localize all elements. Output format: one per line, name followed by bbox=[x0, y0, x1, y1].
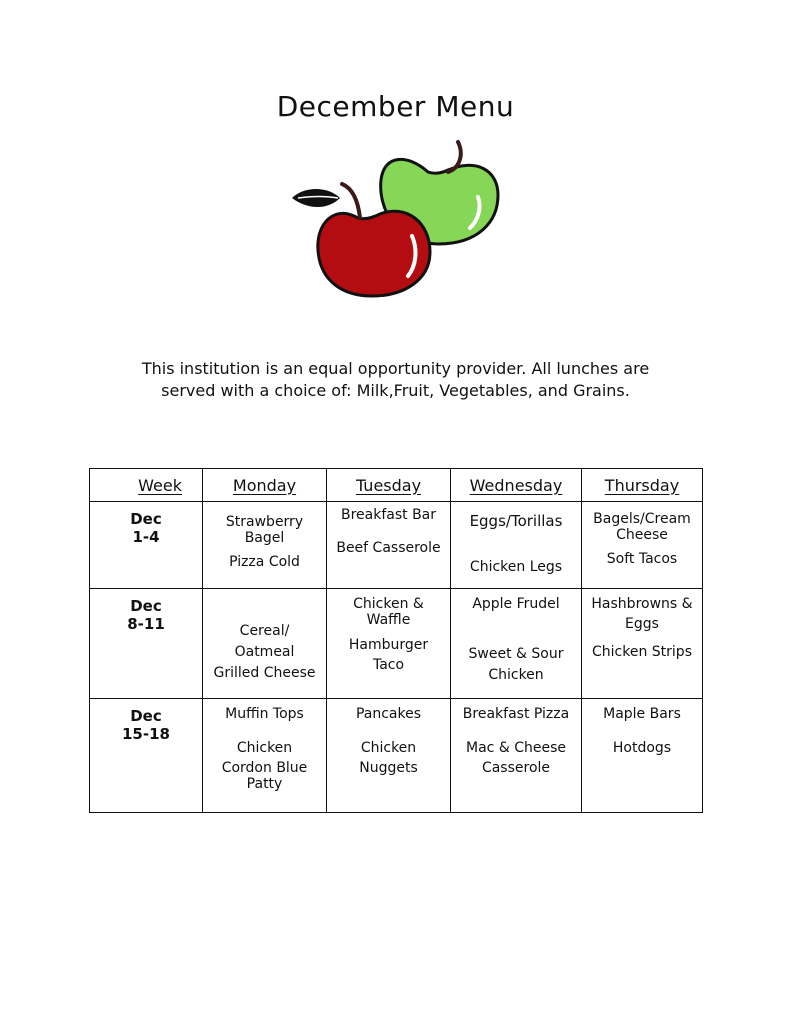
page-title: December Menu bbox=[276, 90, 515, 123]
apples-illustration bbox=[288, 140, 508, 305]
tuesday-cell bbox=[327, 699, 451, 813]
week-month: Dec bbox=[130, 510, 162, 528]
week-month: Dec bbox=[130, 707, 162, 725]
menu-item: Chicken bbox=[360, 740, 417, 756]
menu-item: Strawberry Bagel bbox=[225, 514, 304, 546]
menu-item: Cereal/ bbox=[239, 623, 290, 639]
menu-item: Hashbrowns & bbox=[591, 596, 693, 612]
week-days: 1-4 bbox=[132, 528, 160, 546]
menu-item: Pancakes bbox=[355, 706, 422, 722]
menu-item: Breakfast Bar bbox=[340, 507, 437, 523]
menu-item: Hamburger bbox=[348, 637, 429, 653]
menu-item: Chicken bbox=[236, 740, 293, 756]
table-row bbox=[90, 502, 703, 589]
wednesday-cell bbox=[451, 699, 582, 813]
week-cell bbox=[90, 502, 203, 589]
menu-item: Chicken & Waffle bbox=[353, 596, 424, 628]
table-row bbox=[90, 589, 703, 699]
monday-cell bbox=[203, 699, 327, 813]
leaf-icon bbox=[292, 189, 340, 207]
week-cell bbox=[90, 699, 203, 813]
menu-item: Patty bbox=[246, 776, 283, 792]
menu-item: Chicken bbox=[488, 667, 544, 683]
menu-item: Breakfast Pizza bbox=[462, 706, 570, 722]
wednesday-cell bbox=[451, 589, 582, 699]
week-month: Dec bbox=[130, 597, 162, 615]
menu-item: Taco bbox=[372, 657, 405, 673]
menu-item: Nuggets bbox=[359, 760, 418, 776]
menu-item: Mac & Cheese bbox=[466, 740, 566, 756]
header-wednesday: Wednesday bbox=[451, 469, 582, 502]
monday-cell bbox=[203, 589, 327, 699]
menu-item: Grilled Cheese bbox=[213, 665, 316, 681]
thursday-cell bbox=[582, 502, 703, 589]
header-thursday: Thursday bbox=[582, 469, 703, 502]
menu-item: Eggs/Torillas bbox=[469, 512, 563, 530]
menu-item: Beef Casserole bbox=[336, 540, 441, 556]
menu-item: Maple Bars bbox=[603, 706, 681, 722]
thursday-cell bbox=[582, 589, 703, 699]
menu-item: Casserole bbox=[481, 760, 551, 776]
menu-item: Chicken Legs bbox=[469, 559, 563, 575]
menu-table bbox=[89, 468, 703, 813]
menu-item: Cordon Blue bbox=[221, 760, 308, 776]
monday-cell bbox=[203, 502, 327, 589]
menu-item: Muffin Tops bbox=[225, 706, 304, 722]
menu-item: Hotdogs bbox=[612, 740, 672, 756]
thursday-cell bbox=[582, 699, 703, 813]
week-days: 8-11 bbox=[127, 615, 165, 633]
menu-item: Sweet & Sour bbox=[468, 646, 564, 662]
menu-item: Soft Tacos bbox=[606, 551, 678, 567]
tuesday-cell bbox=[327, 589, 451, 699]
header-monday: Monday bbox=[203, 469, 327, 502]
notice-text bbox=[80, 358, 711, 402]
notice-line-2: served with a choice of: Milk,Fruit, Vegetables, and Grains. bbox=[161, 381, 630, 400]
menu-item: Chicken Strips bbox=[592, 644, 692, 660]
menu-item: Eggs bbox=[625, 616, 659, 632]
header-week: Week bbox=[90, 469, 203, 502]
menu-item: Oatmeal bbox=[234, 644, 295, 660]
header-row bbox=[90, 469, 703, 502]
wednesday-cell bbox=[451, 502, 582, 589]
menu-item: Apple Frudel bbox=[472, 596, 560, 612]
header-tuesday: Tuesday bbox=[327, 469, 451, 502]
menu-item: Pizza Cold bbox=[229, 554, 300, 570]
week-days: 15-18 bbox=[122, 725, 170, 743]
table-row bbox=[90, 699, 703, 813]
week-cell bbox=[90, 589, 203, 699]
tuesday-cell bbox=[327, 502, 451, 589]
menu-item: Bagels/Cream Cheese bbox=[593, 511, 691, 543]
notice-line-1: This institution is an equal opportunity provider. All lunches are bbox=[141, 359, 650, 378]
